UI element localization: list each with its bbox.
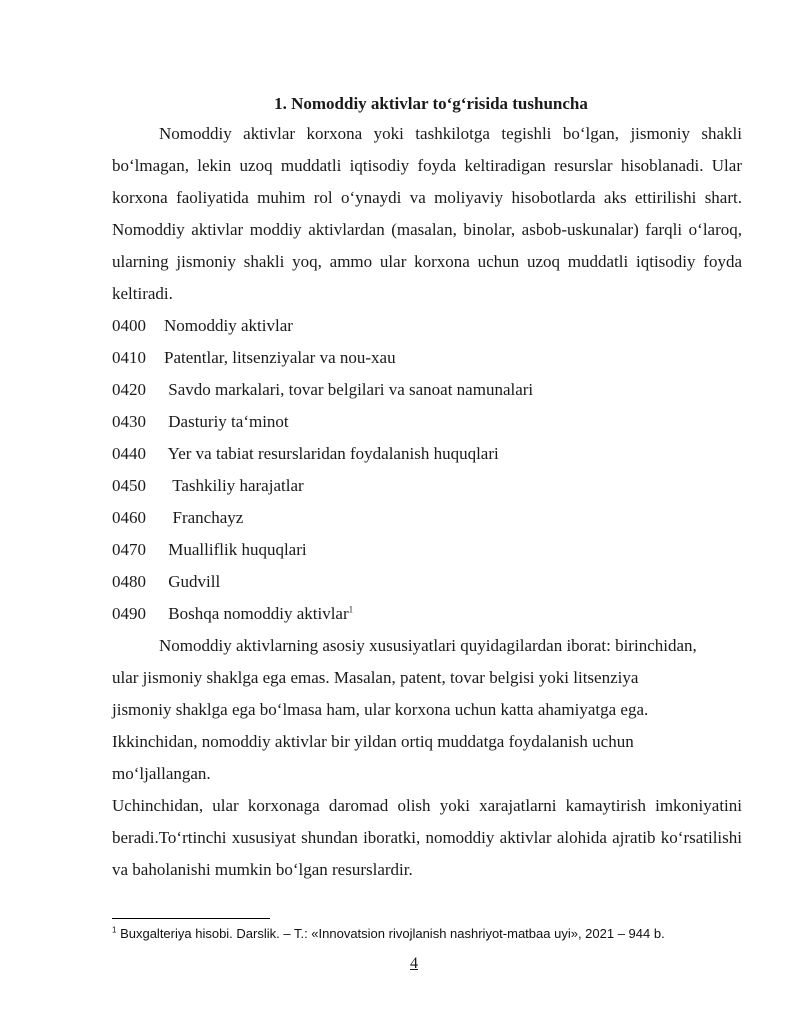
page-content (112, 92, 742, 886)
features-line: jismoniy shaklga ega bo‘lmasa ham, ular korxona uchun katta ahamiyatga ega. (112, 700, 649, 719)
features-paragraph (112, 630, 742, 790)
features-line: mo‘ljallangan. (112, 764, 211, 783)
footnote-text: Buxgalteriya hisobi. Darslik. – T.: «Innovatsion rivojlanish nashriyot-matbaa uyi», 2021 – 944 b. (116, 926, 665, 941)
closing-paragraph: Uchinchidan, ular korxonaga daromad olish yoki xarajatlarni kamaytirish imkoniyatini beradi.To‘rtinchi xususiyat shundan iboratki, nomoddiy aktivlar alohida ajratib ko‘rsatilishi va baholanishi mumkin bo‘lgan resurslardir. (112, 796, 742, 879)
code-row (112, 374, 742, 406)
code-number: 0450 (112, 476, 146, 495)
code-row (112, 598, 742, 630)
code-row (112, 406, 742, 438)
features-line: Ikkinchidan, nomoddiy aktivlar bir yildan ortiq muddatga foydalanish uchun (112, 732, 634, 751)
intro-paragraph: Nomoddiy aktivlar korxona yoki tashkilotga tegishli bo‘lgan, jismoniy shakli bo‘lmagan, lekin uzoq muddatli iqtisodiy foyda keltiradigan resurslar hisoblanadi. Ular korxona faoliyatida muhim rol o‘ynaydi va moliyaviy hisobotlarda aks ettirilishi shart. Nomoddiy aktivlar moddiy aktivlardan (masalan, binolar, asbob-uskunalar) farqli o‘laroq, ularning jismoniy shakli yoq, ammo ular korxona uchun uzoq muddatli iqtisodiy foyda keltiradi. (112, 124, 742, 303)
code-number: 0410 (112, 348, 146, 367)
code-name: Mualliflik huquqlari (164, 540, 307, 559)
code-name: Nomoddiy aktivlar (164, 316, 293, 335)
footnote-reference[interactable]: 1 (348, 604, 354, 615)
footnote-number: 1 (112, 925, 117, 935)
features-line: Nomoddiy aktivlarning asosiy xususiyatlari quyidagilardan iborat: birinchidan, (159, 636, 697, 655)
code-number: 0460 (112, 508, 146, 527)
code-row (112, 566, 742, 598)
code-name: Gudvill (164, 572, 221, 591)
code-row (112, 310, 742, 342)
features-line: ular jismoniy shaklga ega emas. Masalan, patent, tovar belgisi yoki litsenziya (112, 668, 639, 687)
code-name: Dasturiy ta‘minot (164, 412, 289, 431)
code-row (112, 534, 742, 566)
code-row (112, 342, 742, 374)
page-number: 4 (410, 955, 418, 972)
code-number: 0420 (112, 380, 146, 399)
code-name: Yer va tabiat resurslaridan foydalanish huquqlari (164, 444, 499, 463)
code-row (112, 438, 742, 470)
code-name: Tashkiliy harajatlar (164, 476, 304, 495)
code-name: Savdo markalari, tovar belgilari va sanoat namunalari (164, 380, 534, 399)
code-name: Patentlar, litsenziyalar va nou-xau (164, 348, 396, 367)
code-name: Franchayz (164, 508, 244, 527)
code-name: Boshqa nomoddiy aktivlar (164, 604, 349, 623)
account-code-list (112, 310, 742, 630)
code-number: 0430 (112, 412, 146, 431)
section-title: 1. Nomoddiy aktivlar to‘g‘risida tushuncha (274, 94, 588, 113)
code-row (112, 502, 742, 534)
footnote-separator (112, 918, 270, 919)
code-number: 0480 (112, 572, 146, 591)
code-number: 0440 (112, 444, 146, 463)
footnote (112, 925, 752, 943)
code-number: 0400 (112, 316, 146, 335)
code-number: 0490 (112, 604, 146, 623)
code-number: 0470 (112, 540, 146, 559)
code-row (112, 470, 742, 502)
